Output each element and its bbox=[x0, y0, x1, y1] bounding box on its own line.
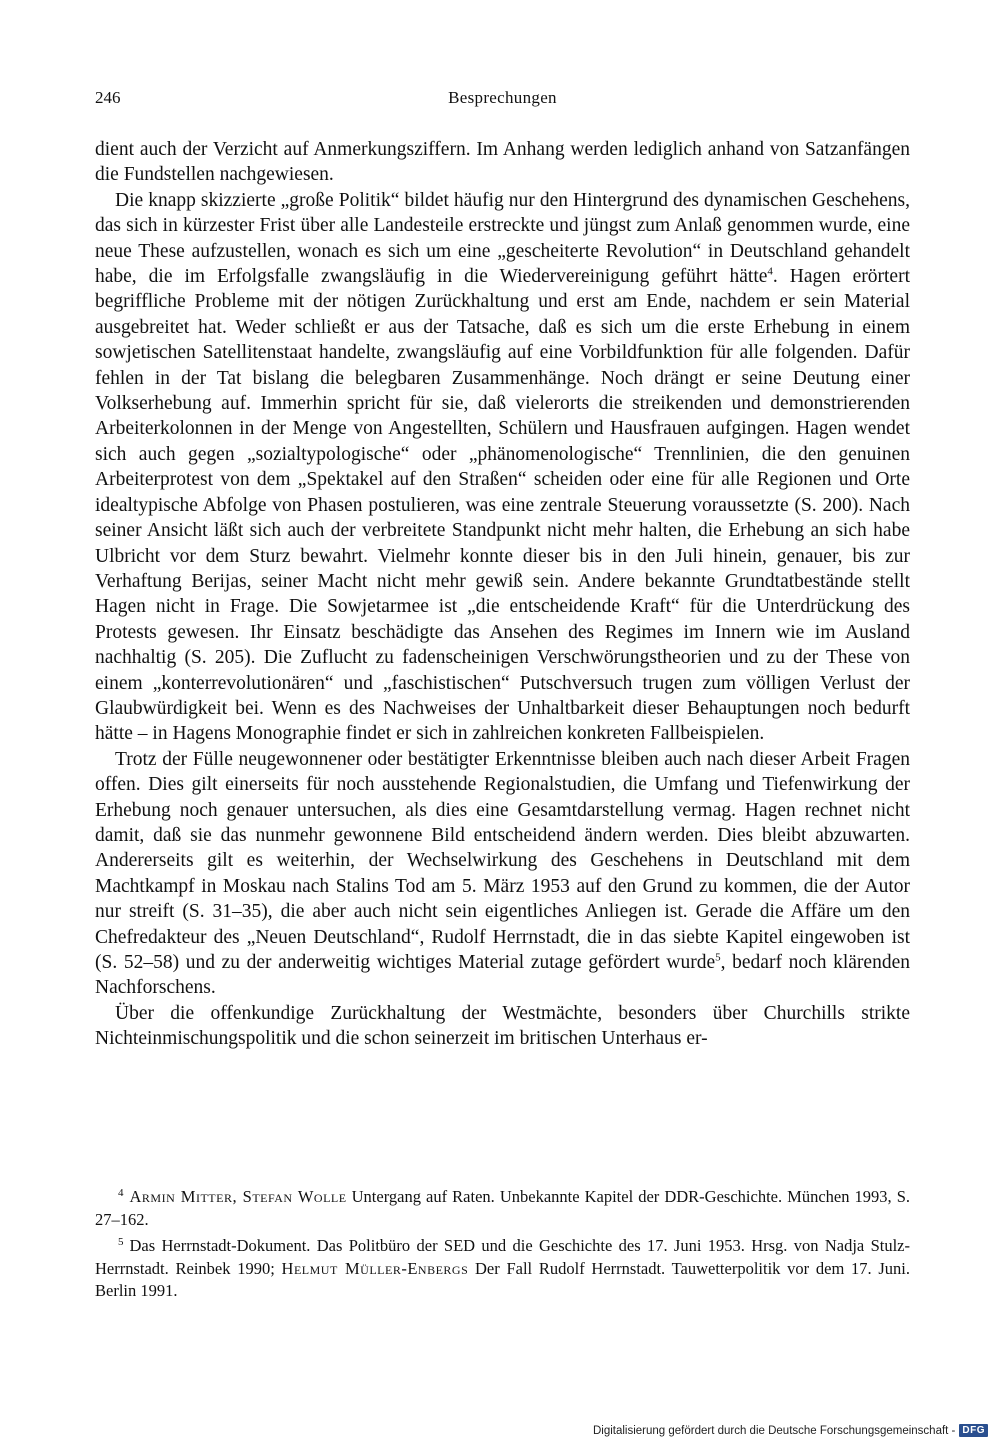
body-text bbox=[95, 137, 910, 1052]
footnote-4: $^4$ Armin Mitter, Stefan Wolle Untergang auf Raten. Unbekannte Kapitel der DDR-Geschichte. München 1993, S. 27–162. bbox=[95, 1186, 911, 1229]
paragraph-2: Die knapp skizzierte „große Politik“ bildet häufig nur den Hintergrund des dynamischen Geschehens, das sich in kürzester Frist über alle Landesteile erstreckte und jüngst zum Anlaß genommen wurde, eine neue These aufzustellen, wonach es sich um eine „gescheiterte Revolution“ in Deutschland gehandelt habe, die im Erfolgsfalle zwangsläufig in die Wiedervereinigung geführt hätte$^4$. Hagen erörtert begriffliche Probleme mit der nötigen Zurückhaltung und erst am Ende, nachdem er sein Material ausgebreitet hat. Weder schließt er aus der Tatsache, daß es sich um die erste Erhebung in einem sowjetischen Satellitenstaat handelte, zwangsläufig auf eine Vorbildfunktion für alle folgenden. Dafür fehlen in der Tat bislang die belegbaren Zusammenhänge. Noch drängt er seine Deutung einer Volkserhebung auf. Immerhin spricht für sie, daß vielerorts die streikenden und demonstrierenden Arbeiterkolonnen in der Menge von Angestellten, Schülern und Hausfrauen aufgingen. Hagen wendet sich auch gegen „sozialtypologische“ oder „phänomenologische“ Trennlinien, die den genuinen Arbeiterprotest von dem „Spektakel auf den Straßen“ scheiden oder eine für alle Regionen und Orte idealtypische Abfolge von Phasen postulieren, was eine zentrale Steuerung voraussetzte (S. 200). Nach seiner Ansicht läßt sich auch der verbreitete Standpunkt nicht mehr halten, die Erhebung an sich habe Ulbricht vor dem Sturz bewahrt. Vielmehr konnte dieser bis in den Juli hinein, genauer, bis zur Verhaftung Berijas, seiner Macht nicht mehr gewiß sein. Andere bekannte Grundtatbestände stellt Hagen nicht in Frage. Die Sowjetarmee ist „die entscheidende Kraft“ für die Unterdrückung des Protests gewesen. Ihr Einsatz beschädigte das Ansehen des Regimes im Innern wie im Ausland nachhaltig (S. 205). Die Zuflucht zu fadenscheinigen Verschwörungstheorien und zu der These von einem „konterrevolutionären“ und „faschistischen“ Putschversuch trugen zum völligen Verlust der Glaubwürdigkeit bei. Wenn es des Nachweises der Unhaltbarkeit dieser Behauptungen noch bedurft hätte – in Hagens Monographie findet er sich in zahlreichen konkreten Fallbeispielen. bbox=[95, 189, 910, 745]
footnotes bbox=[95, 1186, 910, 1307]
page-number: 246 bbox=[95, 88, 121, 107]
dfg-logo: DFG bbox=[959, 1424, 988, 1437]
footnote-5: $^5$ Das Herrnstadt-Dokument. Das Politbüro der SED und die Geschichte des 17. Juni 1953. Hrsg. von Nadja Stulz-Herrnstadt. Reinbek 1990; Helmut Müller-Enbergs Der Fall Rudolf Herrnstadt. Tauwetterpolitik vor dem 17. Juni. Berlin 1991. bbox=[95, 1235, 910, 1300]
footnote-authors: Armin Mitter, Stefan Wolle bbox=[129, 1187, 347, 1206]
digitization-watermark bbox=[593, 1424, 988, 1437]
footnote-authors: Helmut Müller-Enbergs bbox=[281, 1258, 469, 1278]
footnote-ref-4[interactable]: 4 bbox=[767, 265, 773, 278]
footnote-ref-5[interactable]: 5 bbox=[715, 951, 721, 964]
paragraph-3: Trotz der Fülle neugewonnener oder bestätigter Erkenntnisse bleiben auch nach dieser Arbeit Fragen offen. Dies gilt einerseits für noch ausstehende Regionalstudien, die Umfang und Tiefenwirkung der Erhebung noch genauer untersuchen, als dies eine Gesamtdarstellung vermag. Hagen rechnet nicht damit, daß sie das nunmehr gewonnene Bild entscheidend ändern werden. Dies bleibt abzuwarten. Andererseits gilt es weiterhin, der Wechselwirkung des Geschehens in Deutschland mit dem Machtkampf in Moskau nach Stalins Tod am 5. März 1953 auf den Grund zu kommen, die der Autor nur streift (S. 31–35), die aber auch nicht sein eigentliches Anliegen ist. Gerade die Affäre um den Chefredakteur des „Neuen Deutschland“, Rudolf Herrnstadt, die in das siebte Kapitel eingewoben ist (S. 52–58) und zu der anderweitig wichtiges Material zutage gefördert wurde$^5$, bedarf noch klärenden Nachforschens. bbox=[95, 748, 910, 999]
page-header bbox=[95, 88, 910, 118]
paragraph-1: dient auch der Verzicht auf Anmerkungsziffern. Im Anhang werden lediglich anhand von Satzanfängen die Fundstellen nachgewiesen. bbox=[95, 139, 910, 186]
paragraph-4: Über die offenkundige Zurückhaltung der Westmächte, besonders über Churchills strikte Nichteinmischungspolitik und die schon seinerzeit im britischen Unterhaus er- bbox=[95, 1002, 910, 1050]
footnote-number: 4 bbox=[118, 1186, 124, 1199]
footnote-number: 5 bbox=[118, 1235, 124, 1248]
running-head: Besprechungen bbox=[448, 88, 557, 107]
watermark-text: Digitalisierung gefördert durch die Deutsche Forschungsgemeinschaft - bbox=[592, 1424, 956, 1437]
